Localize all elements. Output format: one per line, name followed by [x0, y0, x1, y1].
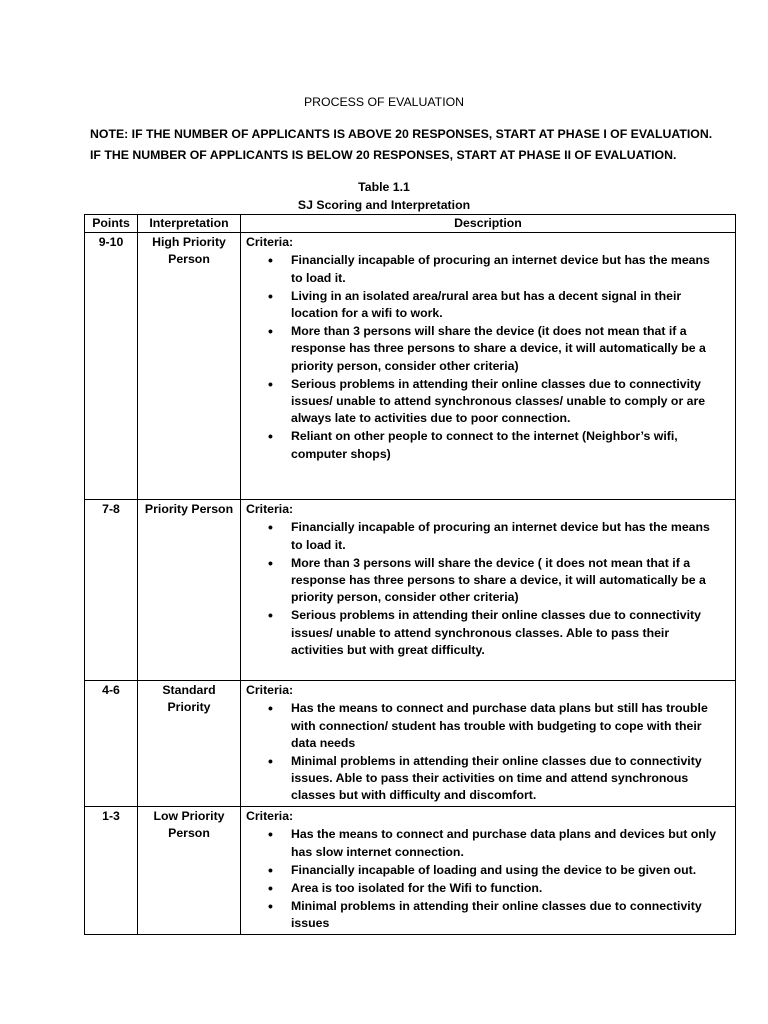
page-title: PROCESS OF EVALUATION [303, 95, 465, 109]
header-points: Points [85, 215, 138, 233]
criteria-label: Criteria: [246, 235, 294, 250]
row-interpretation: High Priority Person [138, 233, 241, 500]
row-description [241, 681, 736, 807]
criteria-item: • Minimal problems in attending their online classes due to connectivity issues [246, 898, 722, 932]
row-description [241, 500, 736, 681]
criteria-label: Criteria: [246, 683, 294, 698]
criteria-label: Criteria: [246, 809, 294, 824]
row-description [241, 807, 736, 934]
criteria-item: • Area is too isolated for the Wifi to function. [246, 880, 722, 897]
row-interpretation: Standard Priority [138, 681, 241, 807]
criteria-item: • Financially incapable of loading and using the device to be given out. [246, 862, 722, 879]
criteria-item: • Reliant on other people to connect to the internet (Neighbor’s wifi, computer shops) [246, 428, 722, 462]
table-row [85, 807, 736, 934]
table-row [85, 233, 736, 500]
criteria-item: • Serious problems in attending their online classes due to connectivity issues/ unable to attend synchronous classes/ unable to comply or are always late to activities due to poor connection. [246, 376, 722, 428]
criteria-item: • Financially incapable of procuring an internet device but has the means to load it. [246, 519, 722, 553]
criteria-list [246, 252, 730, 462]
row-interpretation: Priority Person [138, 500, 241, 681]
criteria-list [246, 519, 730, 659]
criteria-item: • Minimal problems in attending their online classes due to connectivity issues. Able to pass their activities on time and attend synchronous classes but with difficulty and discomfort. [246, 753, 722, 805]
header-description: Description [241, 215, 736, 233]
criteria-item: • Serious problems in attending their online classes due to connectivity issues/ unable to attend synchronous classes. Able to pass their activities but with great difficulty. [246, 607, 722, 659]
row-points: 1-3 [85, 807, 138, 934]
row-points: 7-8 [85, 500, 138, 681]
note-line-1: NOTE: IF THE NUMBER OF APPLICANTS IS ABOVE 20 RESPONSES, START AT PHASE I OF EVALUATION. [90, 127, 713, 141]
row-points: 4-6 [85, 681, 138, 807]
criteria-item: • Financially incapable of procuring an internet device but has the means to load it. [246, 252, 722, 286]
row-description [241, 233, 736, 500]
row-interpretation: Low Priority Person [138, 807, 241, 934]
criteria-item: • More than 3 persons will share the device (it does not mean that if a response has three persons to share a device, it will automatically be a priority person, consider other criteria) [246, 323, 722, 375]
table-row [85, 500, 736, 681]
row-points: 9-10 [85, 233, 138, 500]
criteria-list [246, 700, 730, 804]
criteria-item: • Has the means to connect and purchase data plans but still has trouble with connection/ student has trouble with budgeting to cope with their data needs [246, 700, 722, 752]
criteria-list [246, 826, 730, 932]
table-caption: SJ Scoring and Interpretation [297, 198, 471, 212]
criteria-item: • Has the means to connect and purchase data plans and devices but only has slow internet connection. [246, 826, 722, 860]
table-row [85, 681, 736, 807]
criteria-item: • Living in an isolated area/rural area but has a decent signal in their location for a wifi to work. [246, 288, 722, 322]
note-line-2: IF THE NUMBER OF APPLICANTS IS BELOW 20 RESPONSES, START AT PHASE II OF EVALUATION. [90, 148, 677, 162]
table-header-row [85, 215, 736, 233]
header-interpretation: Interpretation [138, 215, 241, 233]
scoring-table [84, 214, 736, 935]
table-number: Table 1.1 [358, 180, 410, 194]
criteria-label: Criteria: [246, 502, 294, 517]
criteria-item: • More than 3 persons will share the device ( it does not mean that if a response has three persons to share a device, it will automatically be a priority person, consider other criteria) [246, 555, 722, 607]
